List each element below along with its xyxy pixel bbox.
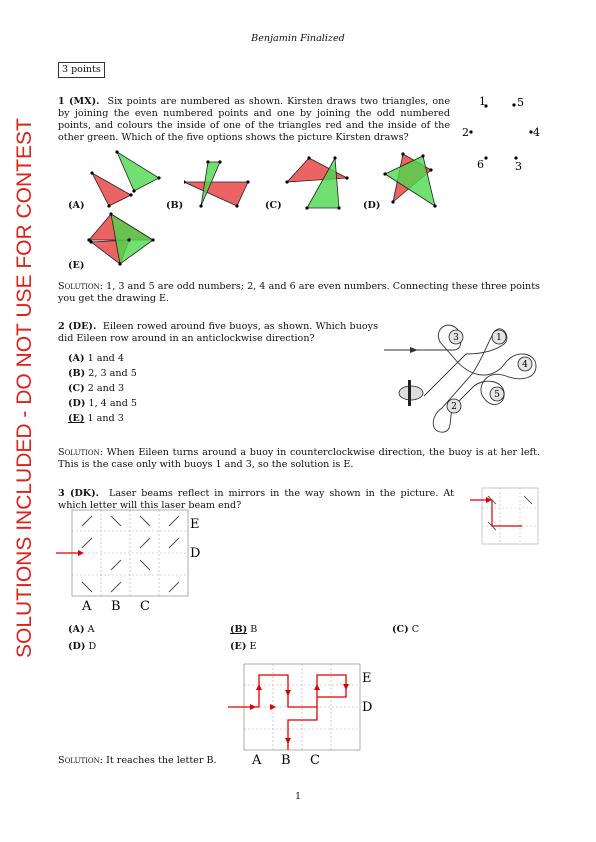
svg-text:5: 5 — [494, 390, 500, 400]
q3-option-c[interactable]: (C) C — [392, 624, 420, 635]
buoys-figure — [384, 318, 544, 443]
q3-option-a[interactable]: (A) A — [68, 624, 95, 635]
svg-text:2: 2 — [451, 402, 457, 412]
point-6 — [484, 156, 487, 159]
q3-solution — [58, 755, 217, 767]
q1-option-c-figure — [285, 156, 355, 212]
q1-number: 1 (MX). — [58, 96, 100, 107]
svg-text:A: A — [252, 753, 262, 768]
q1-option-e-figure — [87, 212, 157, 270]
svg-text:D: D — [190, 546, 201, 561]
point-2 — [469, 130, 472, 133]
q2-option-b[interactable]: (B) 2, 3 and 5 — [68, 368, 137, 379]
q3-option-e[interactable]: (E) E — [230, 641, 257, 652]
q1-text — [58, 96, 450, 144]
q2-text — [58, 321, 378, 345]
watermark: SOLUTIONS INCLUDED - DO NOT USE FOR CONTEST — [13, 118, 36, 658]
point-4-label: 4 — [533, 126, 540, 139]
svg-text:B: B — [281, 753, 291, 768]
q1-option-a-figure — [86, 148, 161, 210]
q2-solution-text: When Eileen turns around a buoy in counterclockwise direction, the buoy is at her left. This is the case only with buoys 1 and 3, so the solution is E. — [58, 447, 540, 470]
q3-solution-label: Solution: — [58, 755, 104, 766]
q2-number: 2 (DE). — [58, 321, 97, 332]
q1-option-d-label[interactable]: (D) — [363, 200, 381, 211]
q1-option-d-figure — [383, 152, 453, 212]
svg-text:C: C — [310, 753, 320, 768]
q1-option-b-label[interactable]: (B) — [166, 200, 184, 211]
q2-option-e[interactable]: (E) 1 and 3 — [68, 413, 124, 424]
q1-option-e-label[interactable]: (E) — [68, 260, 85, 271]
laser-solution-figure — [228, 660, 388, 768]
svg-text:3: 3 — [453, 333, 459, 343]
svg-text:A: A — [82, 599, 92, 614]
q3-solution-text: It reaches the letter B. — [106, 755, 217, 766]
q3-option-d[interactable]: (D) D — [68, 641, 97, 652]
q2-option-c[interactable]: (C) 2 and 3 — [68, 383, 125, 394]
q2-options — [68, 351, 137, 426]
svg-text:C: C — [140, 599, 150, 614]
q2-body: Eileen rowed around five buoys, as shown. Which buoys did Eileen row around in an anticlockwise direction? — [58, 321, 378, 344]
point-3-label: 3 — [515, 160, 522, 173]
laser-grid-figure — [56, 506, 246, 614]
svg-text:D: D — [362, 700, 373, 715]
point-5 — [512, 103, 515, 106]
q1-solution — [58, 281, 540, 305]
page-number: 1 — [294, 791, 302, 802]
laser-example-figure — [470, 486, 542, 546]
q1-solution-text: 1, 3 and 5 are odd numbers; 2, 4 and 6 are even numbers. Connecting these three points you get the drawing E. — [58, 281, 540, 304]
q1-option-c-label[interactable]: (C) — [265, 200, 282, 211]
point-1-label: 1 — [479, 95, 486, 108]
q1-option-b-figure — [184, 160, 250, 212]
point-2-label: 2 — [462, 126, 469, 139]
page-header: Benjamin Finalized — [251, 33, 345, 44]
svg-text:B: B — [111, 599, 121, 614]
q1-body: Six points are numbered as shown. Kirsten draws two triangles, one by joining the even numbered points and one by joining the odd numbered points, and colours the inside of one of the triangles red and the inside of the other green. Which of the five options shows the picture Kirsten draws? — [58, 96, 450, 143]
six-points-figure — [456, 92, 546, 176]
q2-option-d[interactable]: (D) 1, 4 and 5 — [68, 398, 138, 409]
q2-solution-label: Solution: — [58, 447, 104, 458]
svg-text:1: 1 — [496, 333, 502, 343]
svg-text:4: 4 — [522, 360, 528, 370]
point-6-label: 6 — [477, 158, 484, 171]
q1-option-a-label[interactable]: (A) — [68, 200, 85, 211]
q3-number: 3 (DK). — [58, 488, 100, 499]
q3-body: Laser beams reflect in mirrors in the way shown in the picture. At which letter will this laser beam end? — [58, 488, 454, 511]
svg-text:E: E — [190, 517, 200, 532]
svg-text:E: E — [362, 671, 372, 686]
q2-option-a[interactable]: (A) 1 and 4 — [68, 353, 124, 364]
q3-option-b[interactable]: (B) B — [230, 624, 258, 635]
q2-solution — [58, 447, 540, 471]
points-box: 3 points — [58, 62, 105, 78]
q1-solution-label: Solution: — [58, 281, 104, 292]
point-5-label: 5 — [517, 96, 524, 109]
